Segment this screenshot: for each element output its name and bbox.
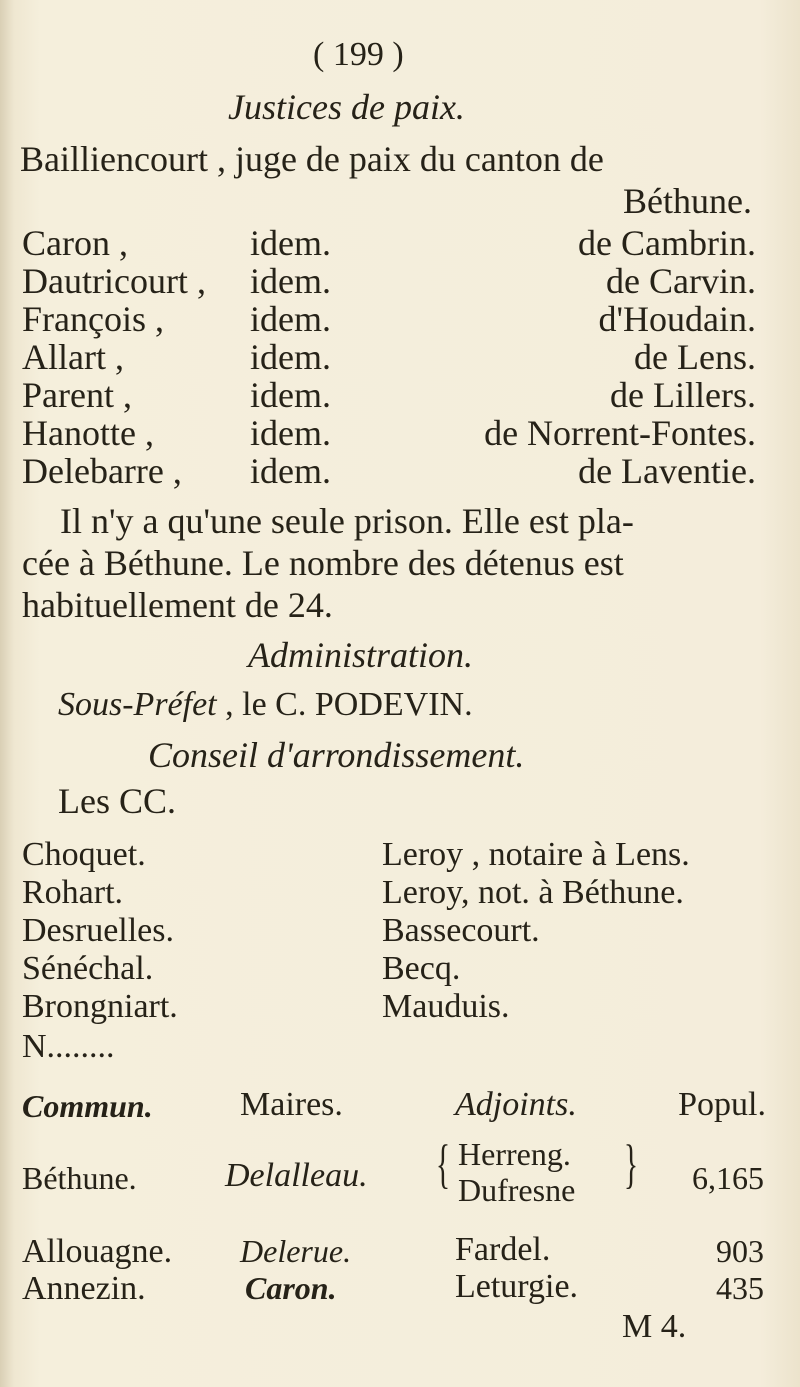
- adjoint-name: Leturgie.: [455, 1268, 579, 1305]
- section-heading-justices: Justices de paix.: [228, 87, 465, 127]
- commune-name: Allouagne.: [22, 1233, 173, 1270]
- conseil-member: Bassecourt.: [382, 912, 540, 949]
- adjoint-name: Dufresne: [458, 1172, 576, 1208]
- justice-name: Hanotte ,: [22, 413, 154, 453]
- column-header-commune: Commun.: [22, 1088, 153, 1124]
- left-brace: {: [435, 1134, 451, 1194]
- justice-place: de Lens.: [634, 337, 756, 377]
- adjoint-name: Herreng.: [458, 1136, 571, 1172]
- section-heading-administration: Administration.: [248, 635, 474, 675]
- commune-name: Annezin.: [22, 1270, 146, 1307]
- column-header-popul: Popul.: [678, 1086, 766, 1123]
- les-cc-label: Les CC.: [58, 781, 177, 821]
- adjoint-name: Fardel.: [455, 1231, 551, 1268]
- conseil-member: Leroy , notaire à Lens.: [382, 836, 690, 873]
- population-value: 903: [716, 1233, 764, 1269]
- justice-title: idem.: [250, 451, 331, 491]
- justice-place: de Cambrin.: [578, 223, 756, 263]
- justice-name: Delebarre ,: [22, 451, 182, 491]
- maire-name: Delalleau.: [225, 1157, 368, 1194]
- sous-prefet-value: , le C. PODEVIN.: [225, 686, 473, 723]
- conseil-member: N........: [22, 1028, 115, 1065]
- sous-prefet-line: [58, 686, 473, 724]
- signature-mark: M 4.: [622, 1308, 687, 1345]
- population-value: 435: [716, 1270, 764, 1306]
- justice-name: Allart ,: [22, 337, 124, 377]
- commune-name: Béthune.: [22, 1160, 137, 1196]
- prison-line: Il n'y a qu'une seule prison. Elle est pla-: [60, 501, 634, 541]
- maire-name: Delerue.: [240, 1233, 352, 1269]
- justice-title: idem.: [250, 413, 331, 453]
- justice-name: Caron ,: [22, 223, 128, 263]
- justice-first-line: Bailliencourt , juge de paix du canton de: [20, 139, 604, 179]
- population-value: 6,165: [692, 1160, 764, 1196]
- justice-place: de Norrent-Fontes.: [484, 413, 756, 453]
- prison-line: cée à Béthune. Le nombre des détenus est: [22, 543, 624, 583]
- conseil-member: Desruelles.: [22, 912, 175, 949]
- justice-name: Parent ,: [22, 375, 132, 415]
- justice-place: de Laventie.: [578, 451, 756, 491]
- justice-title: idem.: [250, 375, 331, 415]
- conseil-member: Choquet.: [22, 836, 146, 873]
- conseil-member: Sénéchal.: [22, 950, 154, 987]
- maire-name: Caron.: [245, 1270, 337, 1306]
- right-brace: }: [623, 1134, 639, 1194]
- justice-name: François ,: [22, 299, 164, 339]
- justice-title: idem.: [250, 337, 331, 377]
- conseil-member: Leroy, not. à Béthune.: [382, 874, 684, 911]
- sous-prefet-label: Sous-Préfet: [58, 686, 217, 723]
- page-number: ( 199 ): [313, 36, 404, 73]
- justice-place: de Lillers.: [610, 375, 756, 415]
- justice-title: idem.: [250, 223, 331, 263]
- conseil-member: Brongniart.: [22, 988, 178, 1025]
- conseil-member: Becq.: [382, 950, 461, 987]
- justice-first-line-cont: Béthune.: [623, 181, 752, 221]
- justice-place: d'Houdain.: [598, 299, 756, 339]
- justice-title: idem.: [250, 299, 331, 339]
- justice-title: idem.: [250, 261, 331, 301]
- column-header-adjoints: Adjoints.: [455, 1086, 577, 1123]
- conseil-member: Mauduis.: [382, 988, 510, 1025]
- column-header-maires: Maires.: [240, 1086, 343, 1123]
- conseil-heading: Conseil d'arrondissement.: [148, 735, 525, 775]
- justice-name: Dautricourt ,: [22, 261, 206, 301]
- conseil-member: Rohart.: [22, 874, 124, 911]
- prison-line: habituellement de 24.: [22, 585, 333, 625]
- justice-place: de Carvin.: [606, 261, 756, 301]
